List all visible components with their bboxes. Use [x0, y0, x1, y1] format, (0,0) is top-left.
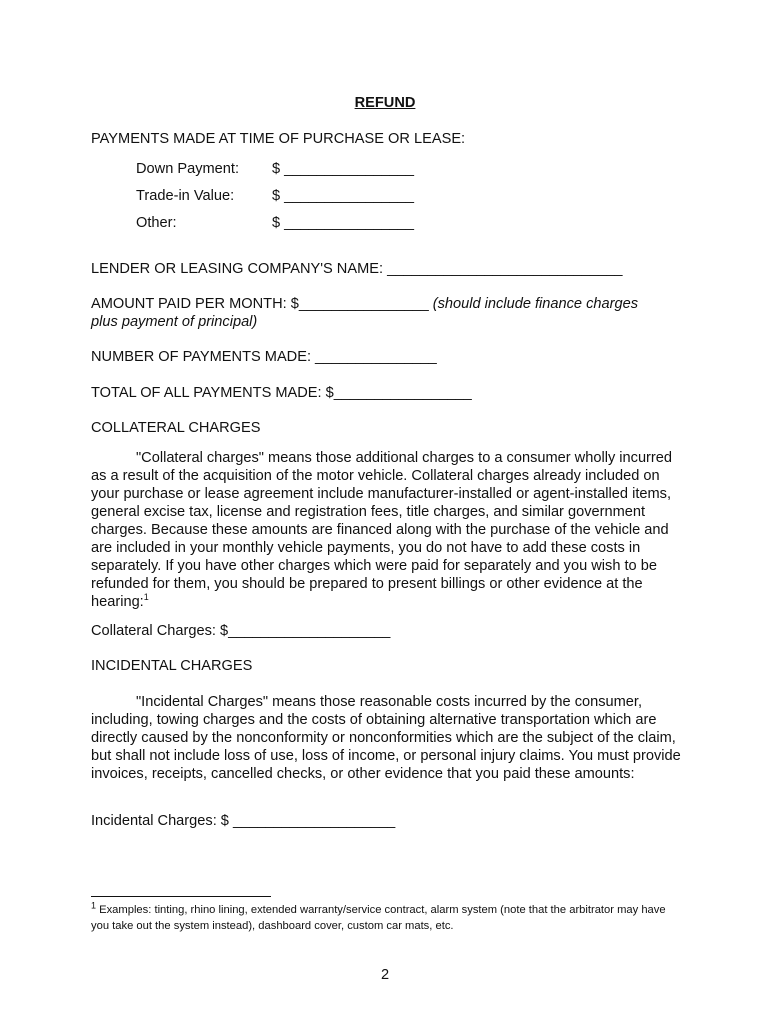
incidental-heading: INCIDENTAL CHARGES [91, 658, 253, 674]
payments-heading: PAYMENTS MADE AT TIME OF PURCHASE OR LEASE: [91, 131, 466, 147]
amount-paid-line [91, 295, 681, 331]
total-payments-line: TOTAL OF ALL PAYMENTS MADE: $_________________ [91, 385, 472, 401]
page-number: 2 [380, 967, 390, 983]
number-payments-line: NUMBER OF PAYMENTS MADE: _______________ [91, 349, 437, 365]
footnote-number: 1 [91, 900, 97, 911]
lender-name-line: LENDER OR LEASING COMPANY'S NAME: _____________________________ [91, 261, 623, 277]
page-title: REFUND [354, 95, 416, 111]
down-payment-label: Down Payment: [136, 161, 240, 177]
amount-paid-note-1: (should include finance charges [432, 296, 639, 312]
down-payment-field: $ ________________ [272, 161, 415, 177]
footnote-text: Examples: tinting, rhino lining, extended warranty/service contract, alarm system (note that the arbitrator may have you take out the system instead), dashboard cover, custom car mats, etc. [91, 904, 666, 932]
collateral-charges-line: Collateral Charges: $____________________ [91, 623, 391, 639]
collateral-paragraph [91, 449, 681, 611]
other-label: Other: [136, 215, 177, 231]
trade-in-label: Trade-in Value: [136, 188, 235, 204]
amount-paid-prefix: AMOUNT PAID PER MONTH: $________________ [91, 296, 433, 312]
other-field: $ ________________ [272, 215, 415, 231]
footnote-reference: 1 [143, 592, 149, 603]
collateral-text: "Collateral charges" means those additional charges to a consumer wholly incurred as a result of the acquisition of the motor vehicle. Collateral charges already included on your purchase or lease agreement include manufacturer-installed or agent-installed items, general excise tax, license and registration fees, title charges, and similar government charges. Because these amounts are financed along with the purchase of the vehicle and are included in your monthly vehicle payments, you do not have to add these costs in separately. If you have other charges which were paid for separately and you wish to be refunded for them, you should be prepared to present billings or other evidence at the hearing: [91, 450, 673, 610]
amount-paid-note-2: plus payment of principal) [91, 314, 258, 330]
collateral-heading: COLLATERAL CHARGES [91, 420, 261, 436]
incidental-paragraph: "Incidental Charges" means those reasonable costs incurred by the consumer, including, towing charges and the costs of obtaining alternative transportation which are directly caused by the nonconformity or nonconformities which are the subject of the claim, but shall not include loss of use, loss of income, or personal injury claims. You must provide invoices, receipts, cancelled checks, or other evidence that you paid these amounts: [91, 694, 681, 782]
footnote [91, 902, 681, 934]
incidental-charges-line: Incidental Charges: $ ____________________ [91, 813, 396, 829]
footnote-divider [91, 896, 271, 897]
trade-in-field: $ ________________ [272, 188, 415, 204]
